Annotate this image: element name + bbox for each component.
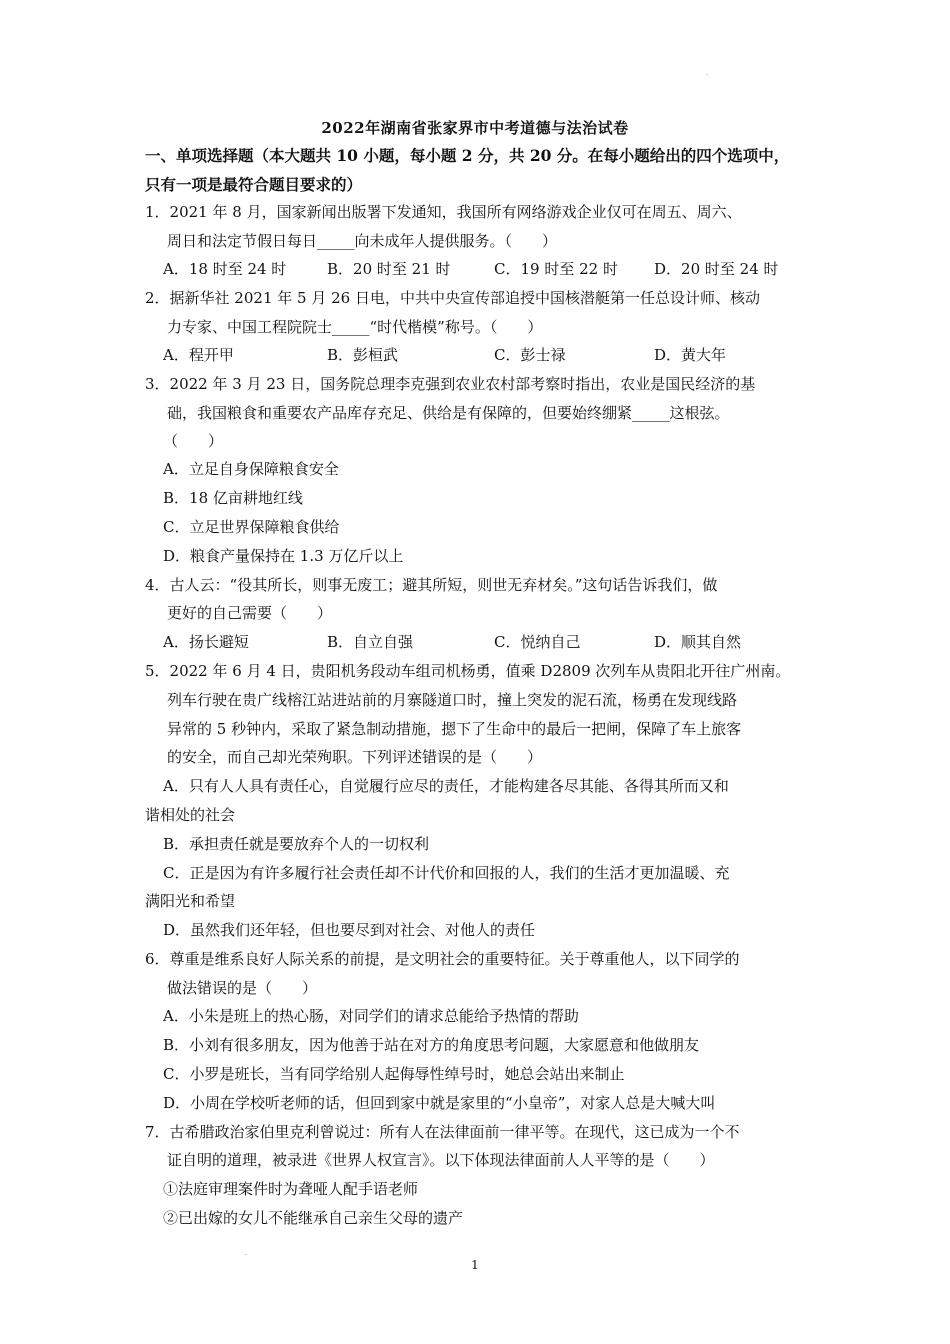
q6-stem-line2: 做法错误的是（ ） <box>167 979 318 997</box>
q5-stem-line1: 5．2022 年 6 月 4 日，贵阳机务段动车组司机杨勇，值乘 D2809 次列车从贵阳北开往广州南。 <box>145 662 791 680</box>
q1-option-a: A．18 时至 24 时 <box>163 260 287 278</box>
q5-option-b: B．承担责任就是要放弃个人的一切权利 <box>163 835 430 853</box>
q2-option-b: B．彭桓武 <box>327 346 399 364</box>
scan-speck: . <box>706 68 709 77</box>
q4-stem-line2: 更好的自己需要（ ） <box>167 604 333 622</box>
section-heading-line1: 一、单项选择题（本大题共 10 小题，每小题 2 分，共 20 分。在每小题给出的四个选项中， <box>145 146 790 165</box>
q5-stem-line4: 的安全，而自己却光荣殉职。下列评述错误的是（ ） <box>167 748 543 766</box>
q6-option-b: B．小刘有很多朋友，因为他善于站在对方的角度思考问题，大家愿意和他做朋友 <box>163 1036 700 1054</box>
q6-option-a: A．小朱是班上的热心肠，对同学们的请求总能给予热情的帮助 <box>163 1007 579 1025</box>
q5-option-c-line1: C．正是因为有许多履行社会责任却不计代价和回报的人，我们的生活才更加温暖、充 <box>163 864 730 882</box>
q1-option-b: B．20 时至 21 时 <box>327 260 451 278</box>
q3-stem-line2: 础，我国粮食和重要农产品库存充足、供给是有保障的，但要始终绷紧_____这根弦。 <box>167 404 730 422</box>
q2-option-c: C．彭士禄 <box>494 346 566 364</box>
q3-option-b: B．18 亿亩耕地红线 <box>163 489 303 507</box>
q4-option-b: B．自立自强 <box>327 633 414 651</box>
q7-statement-1: ①法庭审理案件时为聋哑人配手语老师 <box>163 1180 419 1198</box>
q5-option-a-line2: 谐相处的社会 <box>145 806 236 824</box>
q3-stem-line3: （ ） <box>163 432 224 450</box>
section-heading <box>145 141 825 199</box>
q6-option-d: D．小周在学校听老师的话，但回到家中就是家里的“小皇帝”，对家人总是大喊大叫 <box>163 1094 716 1112</box>
scan-speck: . <box>244 1248 247 1257</box>
q1-option-c: C．19 时至 22 时 <box>494 260 618 278</box>
q7-stem-line1: 7．古希腊政治家伯里克利曾说过：所有人在法律面前一律平等。在现代，这已成为一个不 <box>145 1123 740 1141</box>
exam-title: 2022年湖南省张家界市中考道德与法治试卷 <box>321 119 629 137</box>
q7-statement-2: ②已出嫁的女儿不能继承自己亲生父母的遗产 <box>163 1209 464 1227</box>
q2-stem-line1: 2．据新华社 2021 年 5 月 26 日电，中共中央宣传部追授中国核潜艇第一任总设计师、核动 <box>145 289 760 307</box>
q3-option-a: A．立足自身保障粮食安全 <box>163 460 339 478</box>
q2-option-d: D．黄大年 <box>654 346 727 364</box>
q2-stem-line2: 力专家、中国工程院院士_____“时代楷模”称号。（ ） <box>167 318 543 336</box>
page-number: 1 <box>471 1258 479 1272</box>
q6-stem-line1: 6．尊重是维系良好人际关系的前提，是文明社会的重要特征。关于尊重他人，以下同学的 <box>145 950 740 968</box>
q6-option-c: C．小罗是班长，当有同学给别人起侮辱性绰号时，她总会站出来制止 <box>163 1065 625 1083</box>
q3-stem-line1: 3．2022 年 3 月 23 日，国务院总理李克强到农业农村部考察时指出，农业是国民经济的基 <box>145 375 756 393</box>
section-heading-line2: 只有一项是最符合题目要求的） <box>145 175 363 194</box>
q7-stem-line2: 证自明的道理，被录进《世界人权宣言》。以下体现法律面前人人平等的是（ ） <box>167 1151 715 1169</box>
q1-stem-line1: 1．2021 年 8 月，国家新闻出版署下发通知，我国所有网络游戏企业仅可在周五、周六、 <box>145 203 742 221</box>
q2-option-a: A．程开甲 <box>163 346 234 364</box>
q3-option-d: D．粮食产量保持在 1.3 万亿斤以上 <box>163 547 404 565</box>
q5-option-a-line1: A．只有人人具有责任心，自觉履行应尽的责任，才能构建各尽其能、各得其所而又和 <box>163 777 729 795</box>
q4-option-c: C．悦纳自己 <box>494 633 581 651</box>
q3-option-c: C．立足世界保障粮食供给 <box>163 518 340 536</box>
q1-option-d: D．20 时至 24 时 <box>654 260 779 278</box>
q4-stem-line1: 4．古人云：“役其所长，则事无废工；避其所短，则世无弃材矣。”这句话告诉我们，做 <box>145 576 718 594</box>
q1-stem-line2: 周日和法定节假日每日_____向未成年人提供服务。（ ） <box>167 232 558 250</box>
q5-stem-line2: 列车行驶在贵广线榕江站进站前的月寨隧道口时，撞上突发的泥石流，杨勇在发现线路 <box>167 691 738 709</box>
q4-option-a: A．扬长避短 <box>163 633 249 651</box>
q5-option-d: D．虽然我们还年轻，但也要尽到对社会、对他人的责任 <box>163 921 536 939</box>
q5-stem-line3: 异常的 5 秒钟内，采取了紧急制动措施，摁下了生命中的最后一把闸，保障了车上旅客 <box>167 720 742 738</box>
q4-option-d: D．顺其自然 <box>654 633 742 651</box>
q5-option-c-line2: 满阳光和希望 <box>145 892 236 910</box>
